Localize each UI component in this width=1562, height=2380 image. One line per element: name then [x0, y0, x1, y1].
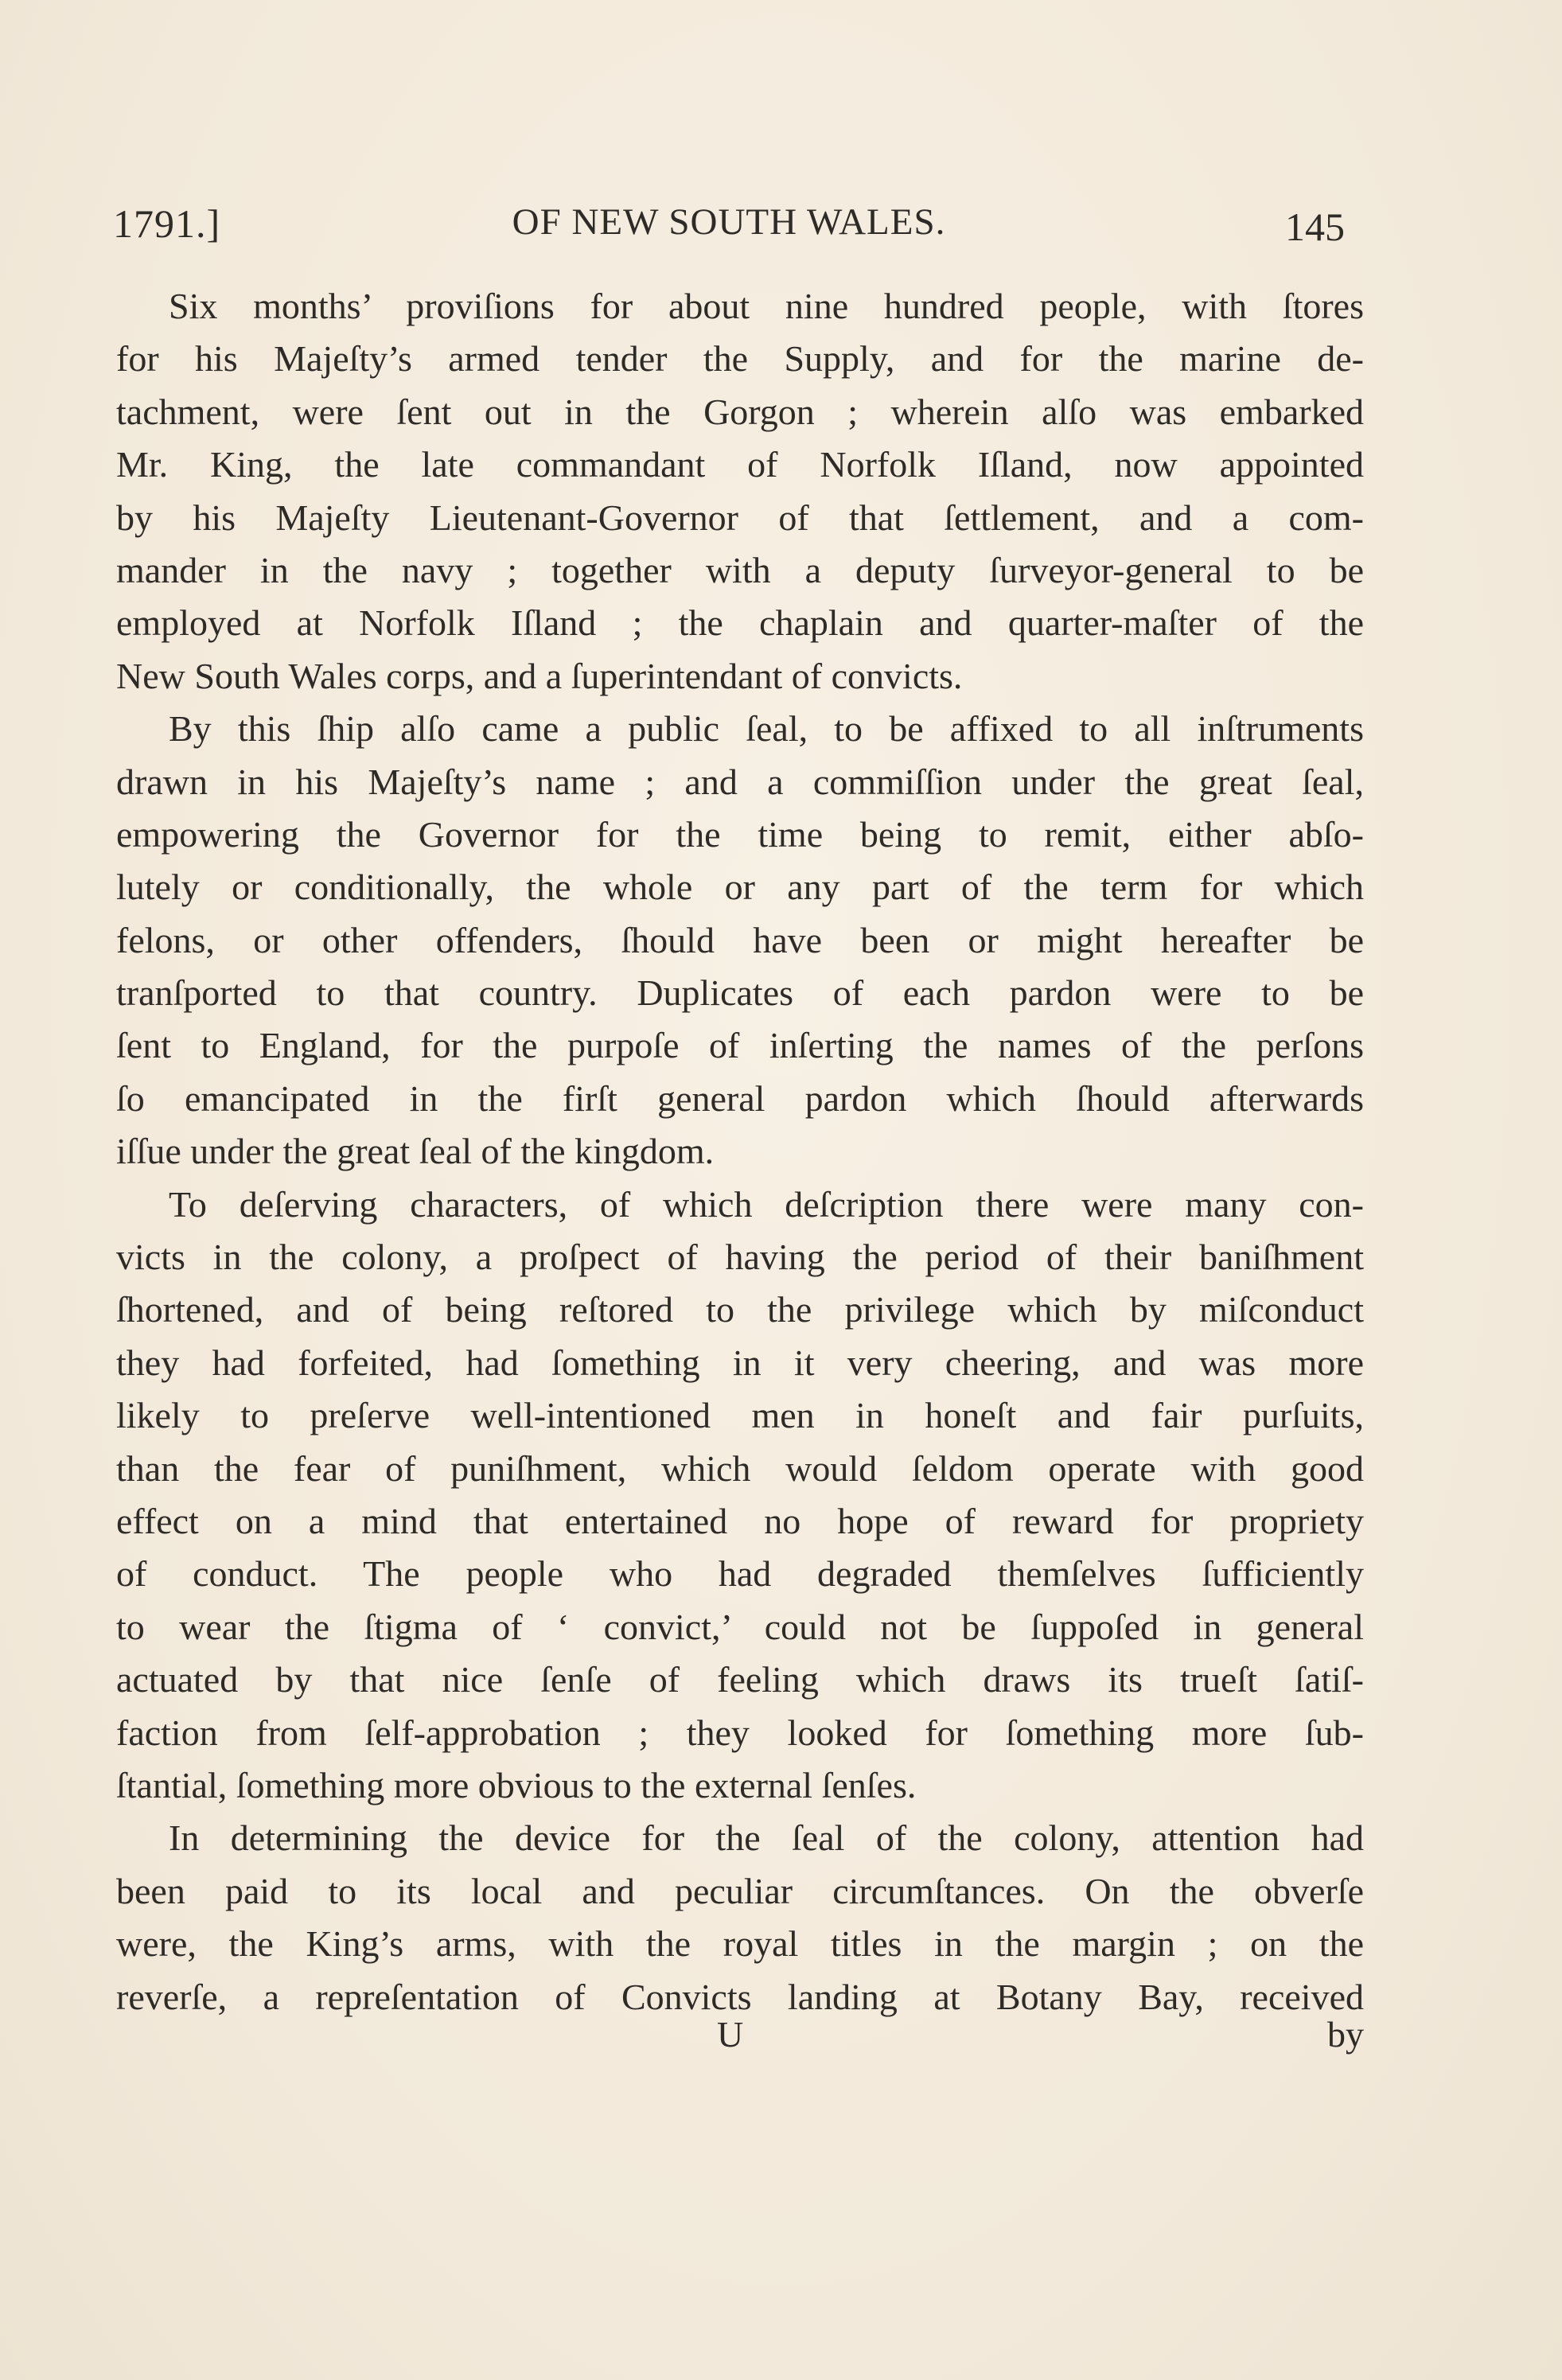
paragraph [116, 1812, 1364, 2024]
paragraph [116, 280, 1364, 703]
text-line: for his Majeſty’s armed tender the Supply, and for the marine de- [116, 338, 1364, 380]
text-line: tachment, were ſent out in the Gorgon ; wherein alſo was embarked [116, 391, 1364, 432]
text-line: faction from ſelf-approbation ; they looked for ſomething more ſub- [116, 1712, 1364, 1753]
text-line: ſhortened, and of being reſtored to the privilege which by miſconduct [116, 1289, 1364, 1330]
text-line: employed at Norfolk Iſland ; the chaplain and quarter-maſter of the [116, 602, 1364, 644]
body-text [116, 280, 1364, 2024]
text-line: Six months’ proviſions for about nine hundred people, with ſtores [169, 286, 1364, 326]
text-line: were, the King’s arms, with the royal titles in the margin ; on the [116, 1923, 1364, 1965]
text-line: mander in the navy ; together with a deputy ſurveyor-general to be [116, 549, 1364, 590]
text-line: to wear the ſtigma of ‘ convict,’ could not be ſuppoſed in general [116, 1606, 1364, 1647]
text-line: they had forfeited, had ſomething in it very cheering, and was more [116, 1342, 1364, 1383]
catchword: by [1327, 2014, 1364, 2055]
paragraph [116, 703, 1364, 1178]
text-line: empowering the Governor for the time being to remit, either abſo- [116, 813, 1364, 855]
text-line: ſo emancipated in the firſt general pardon which ſhould afterwards [116, 1077, 1364, 1119]
signature-mark: U [717, 2014, 744, 2055]
text-line: drawn in his Majeſty’s name ; and a commiſſion under the great ſeal, [116, 761, 1364, 802]
text-line: iſſue under the great ſeal of the kingdom. [116, 1131, 715, 1172]
text-line: likely to preſerve well-intentioned men in honeſt and fair purſuits, [116, 1395, 1364, 1436]
text-line: lutely or conditionally, the whole or any part of the term for which [116, 867, 1364, 908]
text-line: ſent to England, for the purpoſe of inſerting the names of the perſons [116, 1025, 1364, 1066]
text-line: Mr. King, the late commandant of Norfolk Iſland, now appointed [116, 444, 1364, 485]
page-header [113, 201, 1345, 256]
text-line: tranſported to that country. Duplicates of each pardon were to be [116, 972, 1364, 1014]
text-line: than the fear of puniſhment, which would ſeldom operate with good [116, 1447, 1364, 1489]
text-line: By this ſhip alſo came a public ſeal, to be affixed to all inſtruments [169, 708, 1364, 750]
text-line: of conduct. The people who had degraded themſelves ſufficiently [116, 1553, 1364, 1595]
text-line: reverſe, a repreſentation of Convicts landing at Botany Bay, received [116, 1976, 1364, 2017]
text-line: victs in the colony, a proſpect of having the period of their baniſhment [116, 1237, 1364, 1278]
text-line: felons, or other offenders, ſhould have been or might hereafter be [116, 919, 1364, 960]
text-line: ſtantial, ſomething more obvious to the external ſenſes. [116, 1764, 917, 1805]
text-line: New South Wales corps, and a ſuperintendant of convicts. [116, 655, 963, 696]
text-line: actuated by that nice ſenſe of feeling which draws its trueſt ſatiſ- [116, 1659, 1364, 1700]
running-title: OF NEW SOUTH WALES. [512, 201, 946, 243]
text-line: In determining the device for the ſeal of the colony, attention had [169, 1817, 1364, 1859]
text-line: To deſerving characters, of which deſcription there were many con- [169, 1183, 1364, 1225]
page-footer [116, 2013, 1364, 2066]
text-line: by his Majeſty Lieutenant-Governor of that ſettlement, and a com- [116, 497, 1364, 538]
paragraph [116, 1178, 1364, 1813]
header-year: 1791.] [113, 201, 221, 246]
text-line: effect on a mind that entertained no hope of reward for propriety [116, 1500, 1364, 1541]
text-line: been paid to its local and peculiar circumſtances. On the obverſe [116, 1870, 1364, 1911]
page-number: 145 [1285, 205, 1345, 249]
